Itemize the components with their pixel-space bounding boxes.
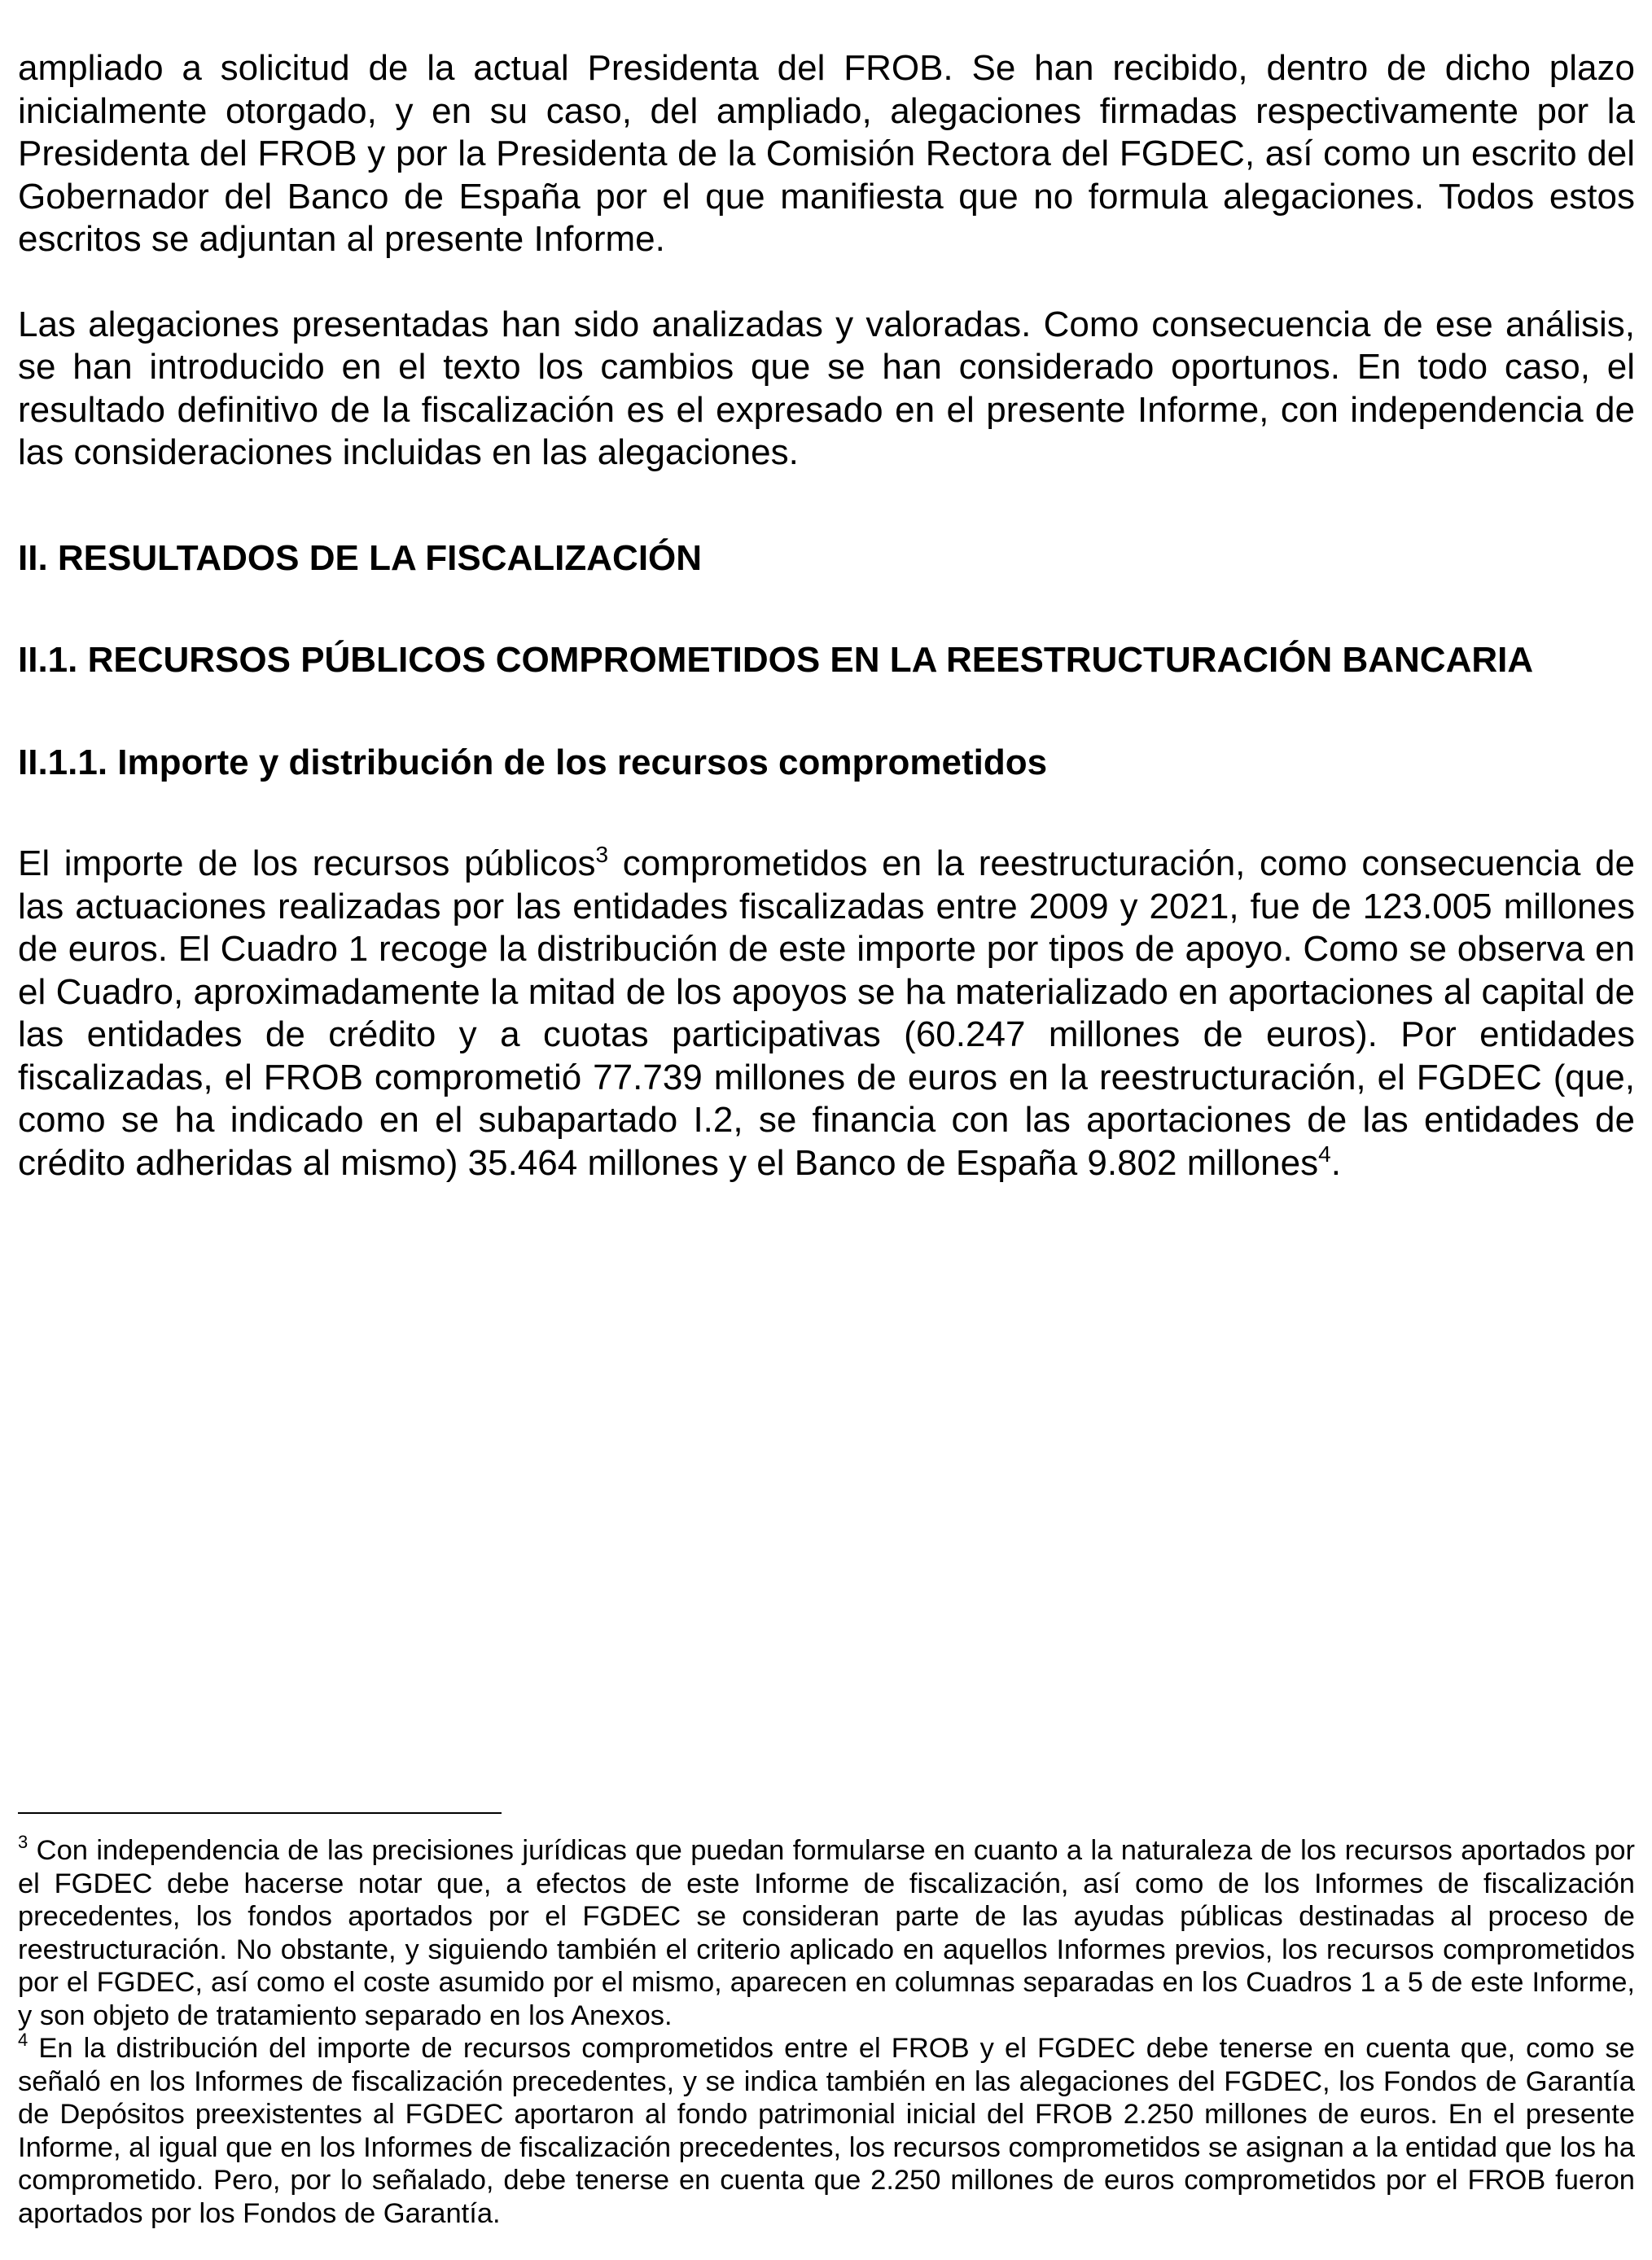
footnote-3 <box>18 1834 1635 2032</box>
heading-resultados: II. RESULTADOS DE LA FISCALIZACIÓN <box>18 537 703 578</box>
paragraph-analysis: Las alegaciones presentadas han sido analizadas y valoradas. Como consecuencia de ese análisis, se han introducido en el texto los cambios que se han considerado oportunos. En todo caso, el resultado definitivo de la fiscalización es el expresado en el presente Informe, con independencia de las consideraciones incluidas en las alegaciones. <box>18 304 1635 472</box>
document-body <box>18 47 1635 1185</box>
footnote-separator <box>18 1812 502 1814</box>
footnote-4-text: En la distribución del importe de recursos comprometidos entre el FROB y el FGDEC debe tenerse en cuenta que, como se señaló en los Informes de fiscalización precedentes, y se indica también en las alegaciones del FGDEC, los Fondos de Garantía de Depósitos preexistentes al FGDEC aportaron al fondo patrimonial inicial del FROB 2.250 millones de euros. En el presente Informe, al igual que en los Informes de fiscalización precedentes, los recursos comprometidos se asignan a la entidad que los ha comprometido. Pero, por lo señalado, debe tenerse en cuenta que 2.250 millones de euros comprometidos por el FROB fueron aportados por los Fondos de Garantía. <box>18 2033 1635 2229</box>
footnotes-section <box>18 1812 1635 2230</box>
footnote-3-mark: 3 <box>18 1832 28 1852</box>
heading-recursos-publicos: II.1. RECURSOS PÚBLICOS COMPROMETIDOS EN LA REESTRUCTURACIÓN BANCARIA <box>18 640 1534 680</box>
footnote-ref-3[interactable]: 3 <box>595 842 609 867</box>
footnote-3-text: Con independencia de las precisiones jurídicas que puedan formularse en cuanto a la naturaleza de los recursos aportados por el FGDEC debe hacerse notar que, a efectos de este Informe de fiscalización, así como de los Informes de fiscalización precedentes, los fondos aportados por el FGDEC se consideran parte de las ayudas públicas destinadas al proceso de reestructuración. No obstante, y siguiendo también el criterio aplicado en aquellos Informes previos, los recursos comprometidos por el FGDEC, así como el coste asumido por el mismo, aparecen en columnas separadas en los Cuadros 1 a 5 de este Informe, y son objeto de tratamiento separado en los Anexos. <box>18 1835 1635 2031</box>
paragraph-importe <box>18 843 1635 1185</box>
heading-importe-distribucion: II.1.1. Importe y distribución de los recursos comprometidos <box>18 742 1048 782</box>
footnote-4 <box>18 2032 1635 2230</box>
paragraph-importe-part2: comprometidos en la reestructuración, como consecuencia de las actuaciones realizadas por las entidades fiscalizadas entre 2009 y 2021, fue de 123.005 millones de euros. El Cuadro 1 recoge la distribución de este importe por tipos de apoyo. Como se observa en el Cuadro, aproximadamente la mitad de los apoyos se ha materializado en aportaciones al capital de las entidades de crédito y a cuotas participativas (60.247 millones de euros). Por entidades fiscalizadas, el FROB comprometió 77.739 millones de euros en la reestructuración, el FGDEC (que, como se ha indicado en el subapartado I.2, se financia con las aportaciones de las entidades de crédito adheridas al mismo) 35.464 millones y el Banco de España 9.802 millones <box>18 843 1635 1183</box>
footnote-ref-4[interactable]: 4 <box>1318 1141 1331 1167</box>
paragraph-intro: ampliado a solicitud de la actual Presidenta del FROB. Se han recibido, dentro de dicho plazo inicialmente otorgado, y en su caso, del ampliado, alegaciones firmadas respectivamente por la Presidenta del FROB y por la Presidenta de la Comisión Rectora del FGDEC, así como un escrito del Gobernador del Banco de España por el que manifiesta que no formula alegaciones. Todos estos escritos se adjuntan al presente Informe. <box>18 48 1635 259</box>
paragraph-importe-end: . <box>1330 1142 1341 1183</box>
paragraph-importe-part1: El importe de los recursos públicos <box>18 843 596 883</box>
footnote-4-mark: 4 <box>18 2030 28 2050</box>
